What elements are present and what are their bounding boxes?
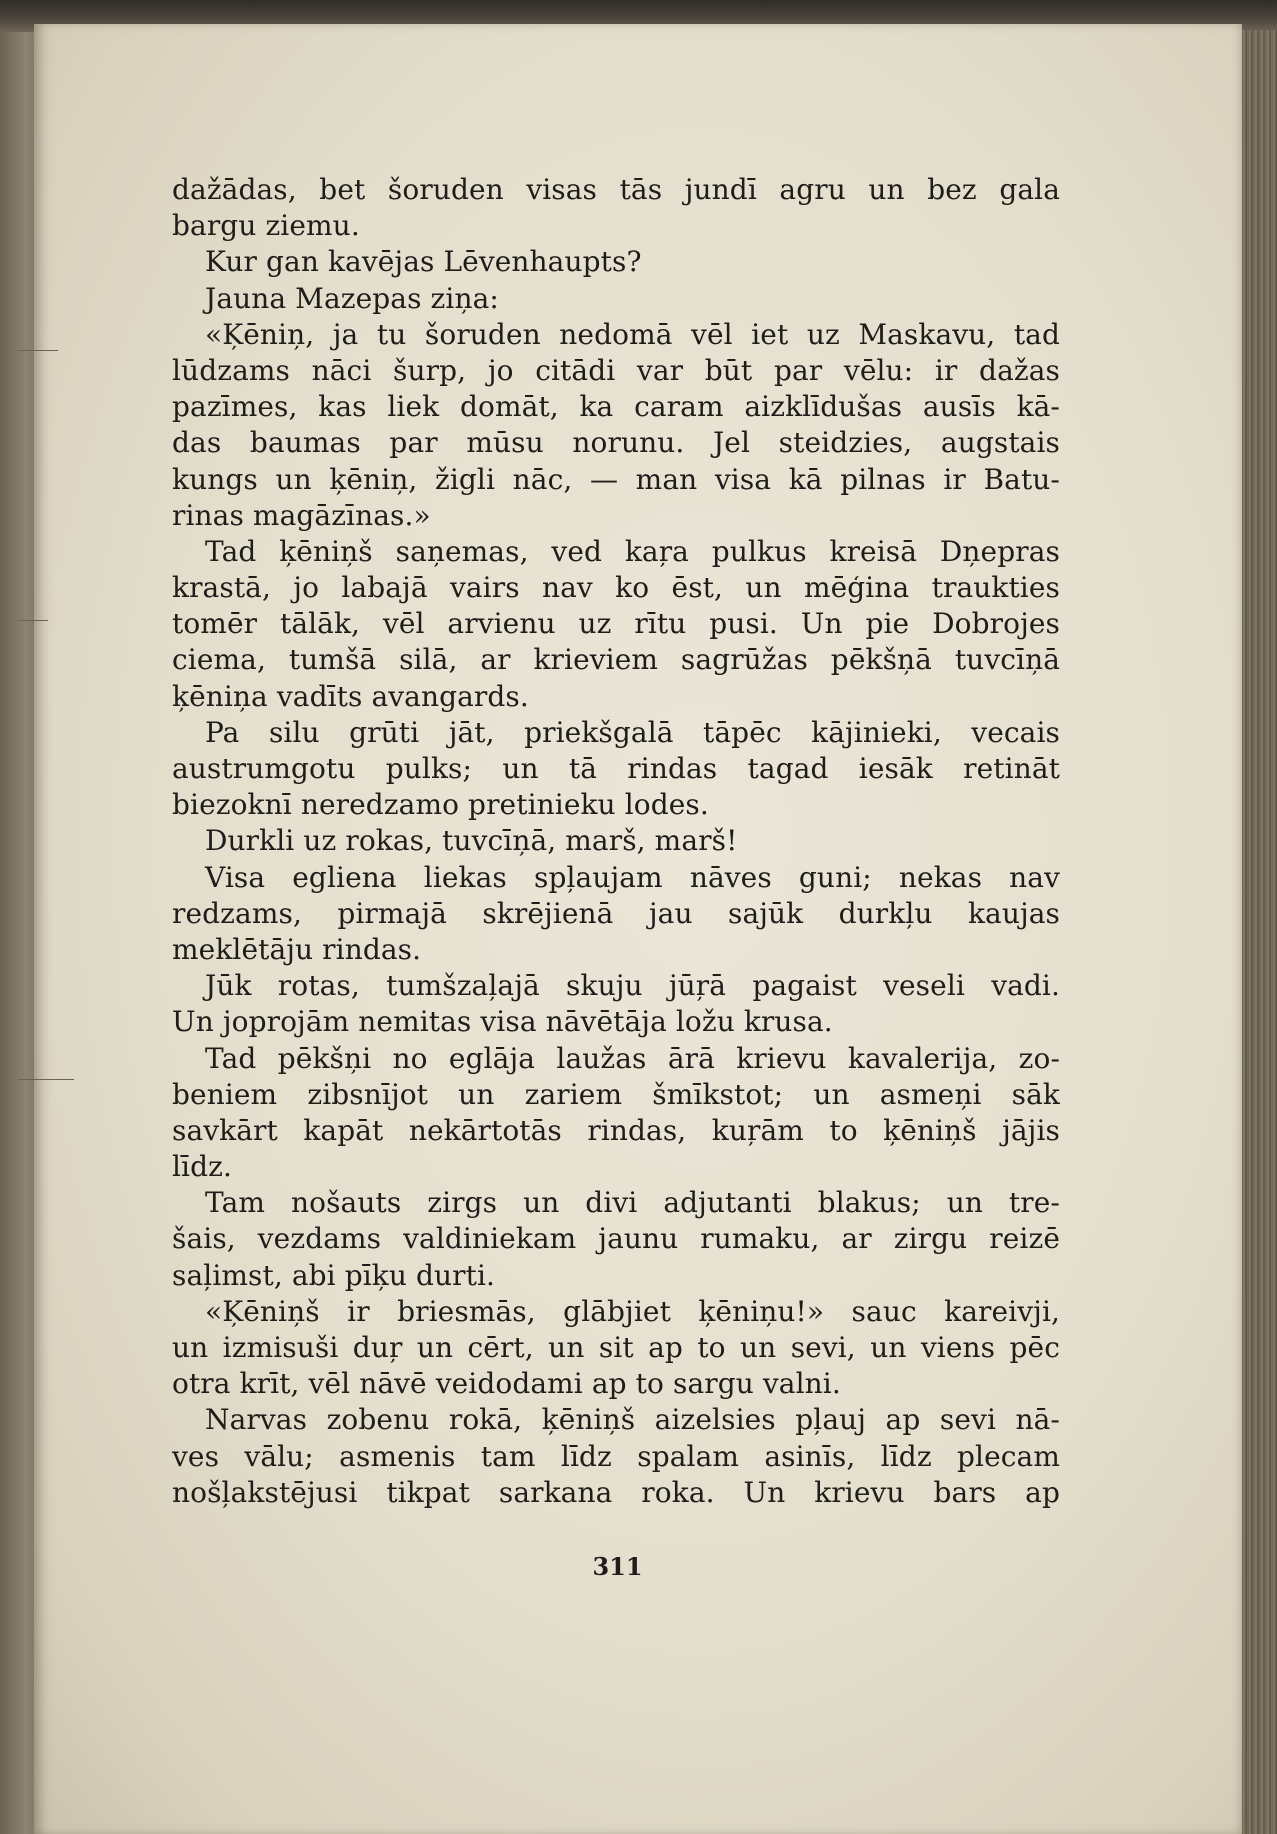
text-line: «Ķēniņš ir briesmās, glābjiet ķēniņu!» sauc kareivji, xyxy=(205,1294,1060,1328)
text-line: bargu ziemu. xyxy=(172,209,360,243)
text-line: Pa silu grūti jāt, priekšgalā tāpēc kājinieki, vecais xyxy=(205,715,1060,749)
text-line: Un joprojām nemitas visa nāvētāja ložu krusa. xyxy=(172,1005,833,1039)
text-line: Tad pēkšņi no eglāja laužas ārā krievu kavalerija, zo- xyxy=(205,1041,1060,1075)
page-number-label: 311 xyxy=(592,1552,643,1581)
text-line: «Ķēniņ, ja tu šoruden nedomā vēl iet uz Maskavu, tad xyxy=(205,317,1060,351)
text-line: austrumgotu pulks; un tā rindas tagad iesāk retināt xyxy=(172,752,1060,785)
text-line: redzams, pirmajā skrējienā jau sajūk durkļu kaujas xyxy=(172,896,1060,930)
margin-mark xyxy=(18,620,48,621)
text-line: das baumas par mūsu norunu. Jel steidzies, augstais xyxy=(172,426,1060,460)
text-line: Tad ķēniņš saņemas, ved kaŗa pulkus kreisā Dņepras xyxy=(205,534,1060,568)
text-line: krastā, jo labajā vairs nav ko ēst, un mēģina traukties xyxy=(172,571,1060,605)
text-line: dažādas, bet šoruden visas tās jundī agru un bez gala xyxy=(172,173,1060,206)
text-line: un izmisuši duŗ un cērt, un sit ap to un sevi, un viens pēc xyxy=(172,1331,1060,1364)
text-line: Tam nošauts zirgs un divi adjutanti blakus; un tre- xyxy=(205,1186,1060,1220)
text-line: nošļakstējusi tikpat sarkana roka. Un krievu bars ap xyxy=(172,1475,1060,1509)
text-line: pazīmes, kas liek domāt, ka caram aizklīdušas ausīs kā- xyxy=(172,390,1060,424)
text-line: Jūk rotas, tumšzaļajā skuju jūŗā pagaist veseli vadi. xyxy=(205,969,1060,1003)
text-line: saļimst, abi pīķu durti. xyxy=(172,1258,496,1292)
margin-mark xyxy=(18,1079,74,1080)
margin-mark xyxy=(18,350,58,351)
text-line: rinas magāzīnas.» xyxy=(172,498,431,532)
text-line: Visa egliena liekas spļaujam nāves guni; nekas nav xyxy=(205,860,1060,894)
text-line: līdz. xyxy=(172,1150,232,1184)
text-line: biezoknī neredzamo pretinieku lodes. xyxy=(172,788,709,822)
text-line: ves vālu; asmenis tam līdz spalam asinīs, līdz plecam xyxy=(172,1439,1060,1473)
text-line: beniem zibsnījot un zariem šmīkstot; un asmeņi sāk xyxy=(172,1077,1060,1111)
text-line: Narvas zobenu rokā, ķēniņš aizelsies pļauj ap sevi nā- xyxy=(205,1403,1060,1437)
text-line: tomēr tālāk, vēl arvienu uz rītu pusi. Un pie Dobrojes xyxy=(172,607,1060,641)
text-line: ciema, tumšā silā, ar krieviem sagrūžas pēkšņā tuvcīņā xyxy=(172,643,1060,677)
text-line: lūdzams nāci šurp, jo citādi var būt par vēlu: ir dažas xyxy=(172,353,1060,387)
text-line: Kur gan kavējas Lēvenhaupts? xyxy=(205,245,642,279)
text-line: šais, vezdams valdiniekam jaunu rumaku, ar zirgu reizē xyxy=(172,1222,1060,1256)
text-line: meklētāju rindas. xyxy=(172,932,422,966)
body-text xyxy=(172,172,1060,1511)
text-line: otra krīt, vēl nāvē veidodami ap to sargu valni. xyxy=(172,1367,841,1401)
text-line: savkārt kapāt nekārtotās rindas, kuŗām to ķēniņš jājis xyxy=(172,1113,1060,1147)
text-line: Durkli uz rokas, tuvcīņā, marš, marš! xyxy=(205,824,738,858)
page-number xyxy=(0,1552,1277,1581)
text-line: Jauna Mazepas ziņa: xyxy=(205,281,499,315)
text-line: kungs un ķēniņ, žigli nāc, — man visa kā pilnas ir Batu- xyxy=(172,462,1060,496)
text-line: ķēniņa vadīts avangards. xyxy=(172,679,529,713)
